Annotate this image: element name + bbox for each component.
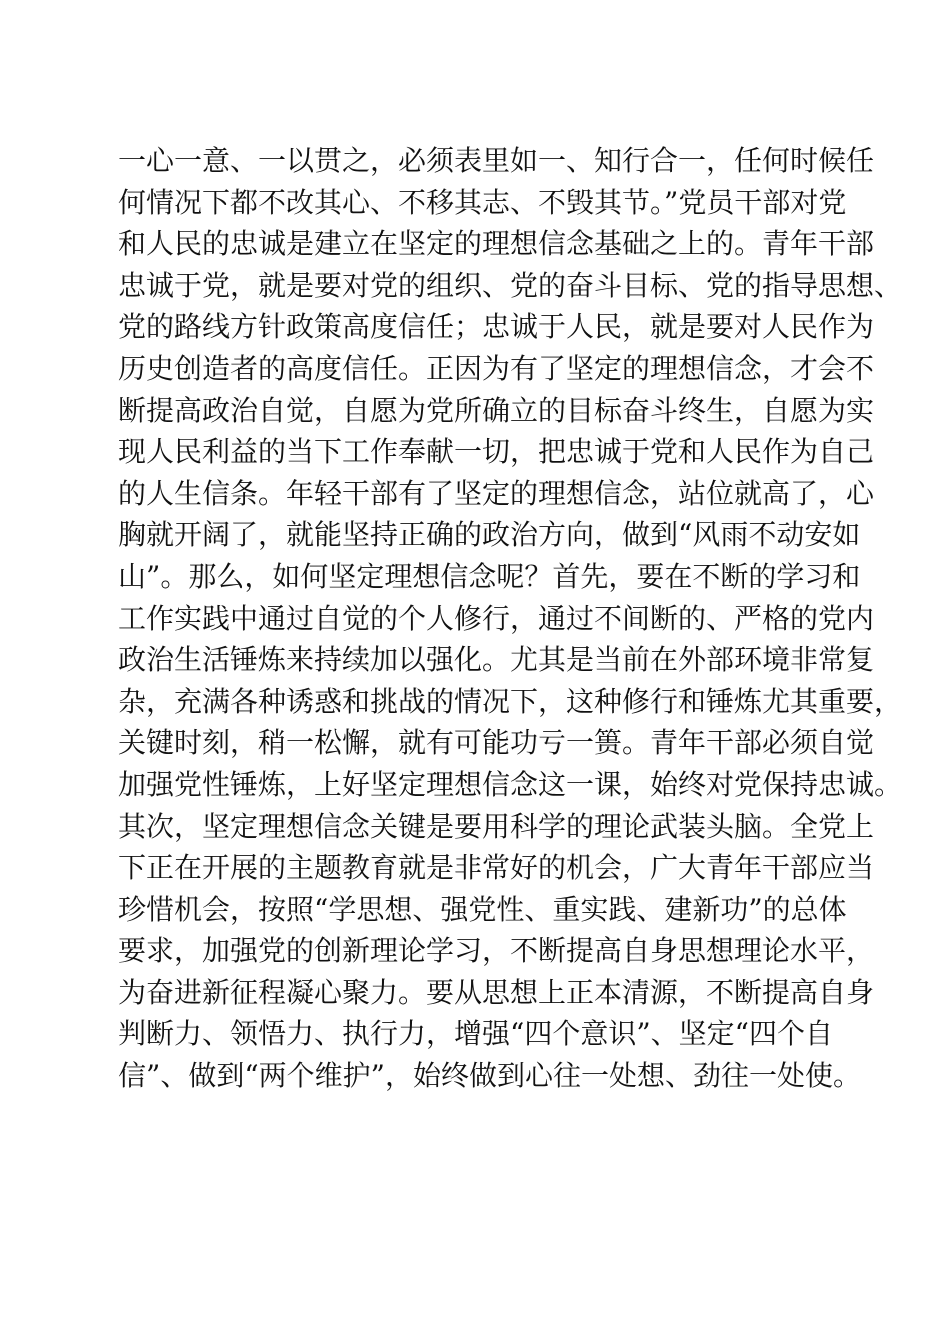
text-line: 现人民利益的当下工作奉献一切，把忠诚于党和人民作为自己: [118, 435, 875, 469]
text-line: 其次，坚定理想信念关键是要用科学的理论武装头脑。全党上: [118, 809, 875, 843]
text-line: 杂，充满各种诱惑和挑战的情况下，这种修行和锤炼尤其重要，: [118, 684, 903, 718]
text-line: 忠诚于党，就是要对党的组织、党的奋斗目标、党的指导思想、: [118, 268, 903, 302]
text-line: 工作实践中通过自觉的个人修行，通过不间断的、严格的党内: [118, 601, 875, 635]
text-line: 政治生活锤炼来持续加以强化。尤其是当前在外部环境非常复: [118, 643, 875, 677]
text-line: 信”、做到“两个维护”，始终做到心往一处想、劲往一处使。: [118, 1059, 861, 1093]
text-line: 断提高政治自觉，自愿为党所确立的目标奋斗终生，自愿为实: [118, 393, 875, 427]
text-line: 判断力、领悟力、执行力，增强“四个意识”、坚定“四个自: [118, 1017, 833, 1051]
body-paragraph: [118, 140, 903, 1097]
text-line: 为奋进新征程凝心聚力。要从思想上正本清源，不断提高自身: [118, 975, 875, 1009]
text-line: 一心一意、一以贯之，必须表里如一、知行合一，任何时候任: [118, 144, 875, 177]
text-line: 珍惜机会，按照“学思想、强党性、重实践、建新功”的总体: [118, 892, 847, 926]
text-line: 的人生信条。年轻干部有了坚定的理想信念，站位就高了，心: [118, 476, 875, 510]
text-line: 要求，加强党的创新理论学习，不断提高自身思想理论水平，: [118, 934, 875, 968]
text-line: 山”。那么，如何坚定理想信念呢？首先，要在不断的学习和: [118, 559, 861, 593]
text-line: 何情况下都不改其心、不移其志、不毁其节。”党员干部对党: [118, 185, 847, 219]
text-line: 加强党性锤炼，上好坚定理想信念这一课，始终对党保持忠诚。: [118, 767, 903, 801]
text-line: 关键时刻，稍一松懈，就有可能功亏一篑。青年干部必须自觉: [118, 726, 875, 760]
text-line: 历史创造者的高度信任。正因为有了坚定的理想信念，才会不: [118, 351, 875, 385]
text-line: 和人民的忠诚是建立在坚定的理想信念基础之上的。青年干部: [118, 227, 875, 261]
text-line: 下正在开展的主题教育就是非常好的机会，广大青年干部应当: [118, 851, 875, 885]
text-line: 党的路线方针政策高度信任；忠诚于人民，就是要对人民作为: [118, 310, 875, 344]
text-line: 胸就开阔了，就能坚持正确的政治方向，做到“风雨不动安如: [118, 518, 861, 552]
